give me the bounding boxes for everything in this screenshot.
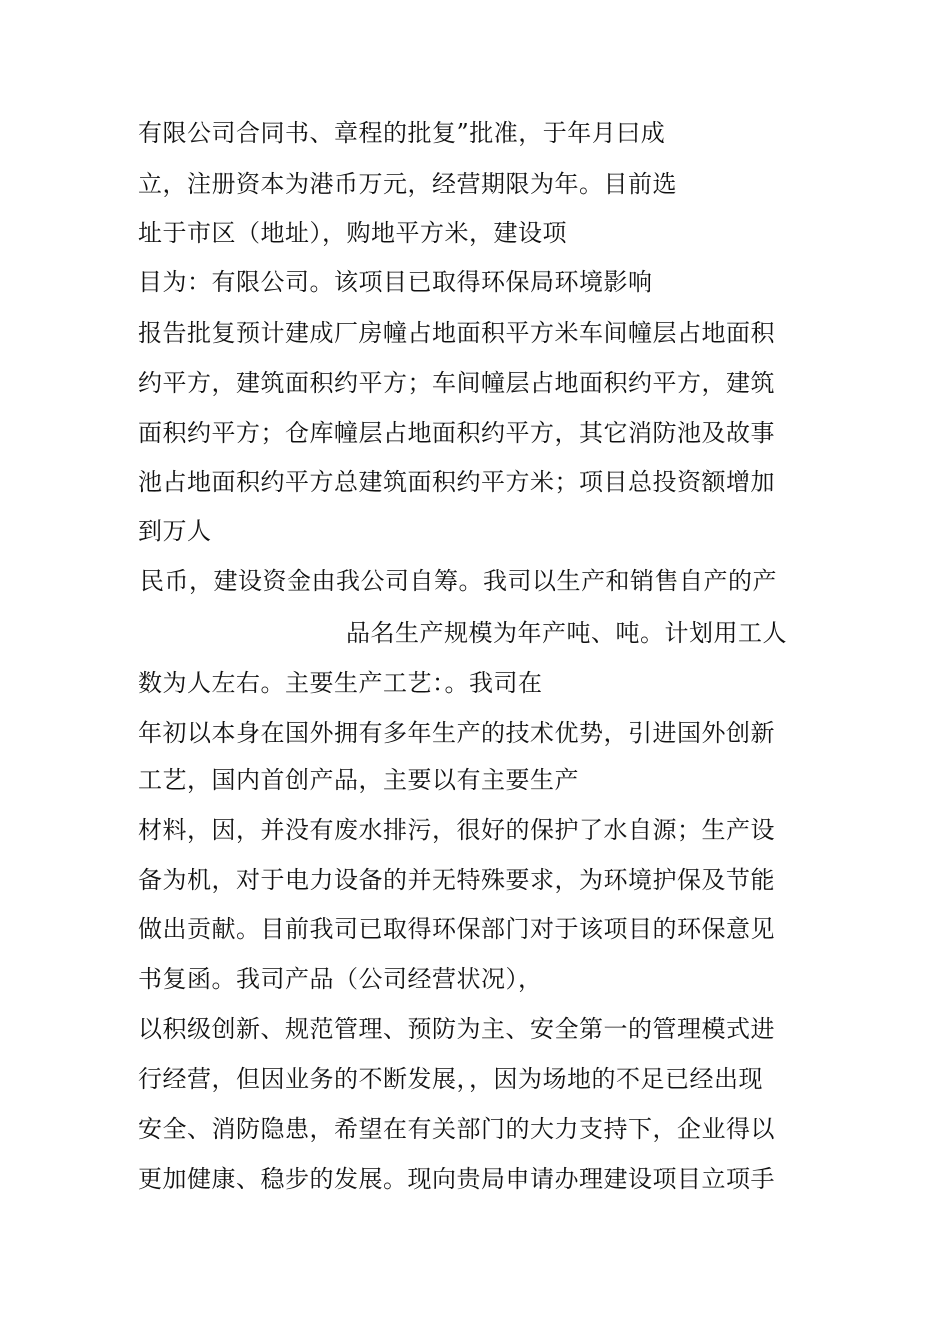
text-line: 民币，建设资金由我公司自筹。我司以生产和销售自产的产 — [140, 567, 777, 595]
text-line: 数为人左右。主要生产工艺：。我司在 — [138, 669, 543, 697]
text-line: 立，注册资本为港币万元，经营期限为年。目前选 — [138, 170, 677, 198]
text-line: 约平方，建筑面积约平方；车间幢层占地面积约平方，建筑 — [138, 369, 775, 397]
text-line: 目为：有限公司。该项目已取得环保局环境影响 — [138, 268, 653, 296]
text-line: 报告批复预计建成厂房幢占地面积平方米车间幢层占地面积 — [138, 319, 775, 347]
text-line: 年初以本身在国外拥有多年生产的技术优势，引进国外创新 — [138, 719, 775, 747]
text-line: 以积级创新、规范管理、预防为主、安全第一的管理模式进 — [138, 1015, 775, 1043]
text-line: 做出贡献。目前我司已取得环保部门对于该项目的环保意见 — [138, 915, 775, 943]
text-line: 工艺，国内首创产品，主要以有主要生产 — [138, 766, 579, 794]
text-line: 书复函。我司产品（公司经营状况）， — [138, 965, 543, 993]
text-line: 池占地面积约平方总建筑面积约平方米；项目总投资额增加 — [138, 468, 775, 496]
text-line: 到万人 — [138, 517, 212, 545]
text-line: 安全、消防隐患，希望在有关部门的大力支持下，企业得以 — [138, 1115, 775, 1143]
text-line: 品名生产规模为年产吨、吨。计划用工人 — [346, 619, 787, 647]
text-line: 址于市区（地址），购地平方米，建设项 — [138, 219, 567, 247]
text-line: 材料，因，并没有废水排污，很好的保护了水自源；生产设 — [138, 816, 775, 844]
text-line: 面积约平方；仓库幢层占地面积约平方，其它消防池及故事 — [138, 419, 775, 447]
text-line: 备为机，对于电力设备的并无特殊要求，为环境护保及节能 — [138, 866, 775, 894]
text-line: 有限公司合同书、章程的批复”批准，于年月曰成 — [138, 119, 666, 147]
text-line: 更加健康、稳步的发展。现向贵局申请办理建设项目立项手 — [138, 1165, 775, 1193]
text-line: 行经营，但因业务的不断发展，，因为场地的不足已经出现 — [138, 1065, 763, 1093]
